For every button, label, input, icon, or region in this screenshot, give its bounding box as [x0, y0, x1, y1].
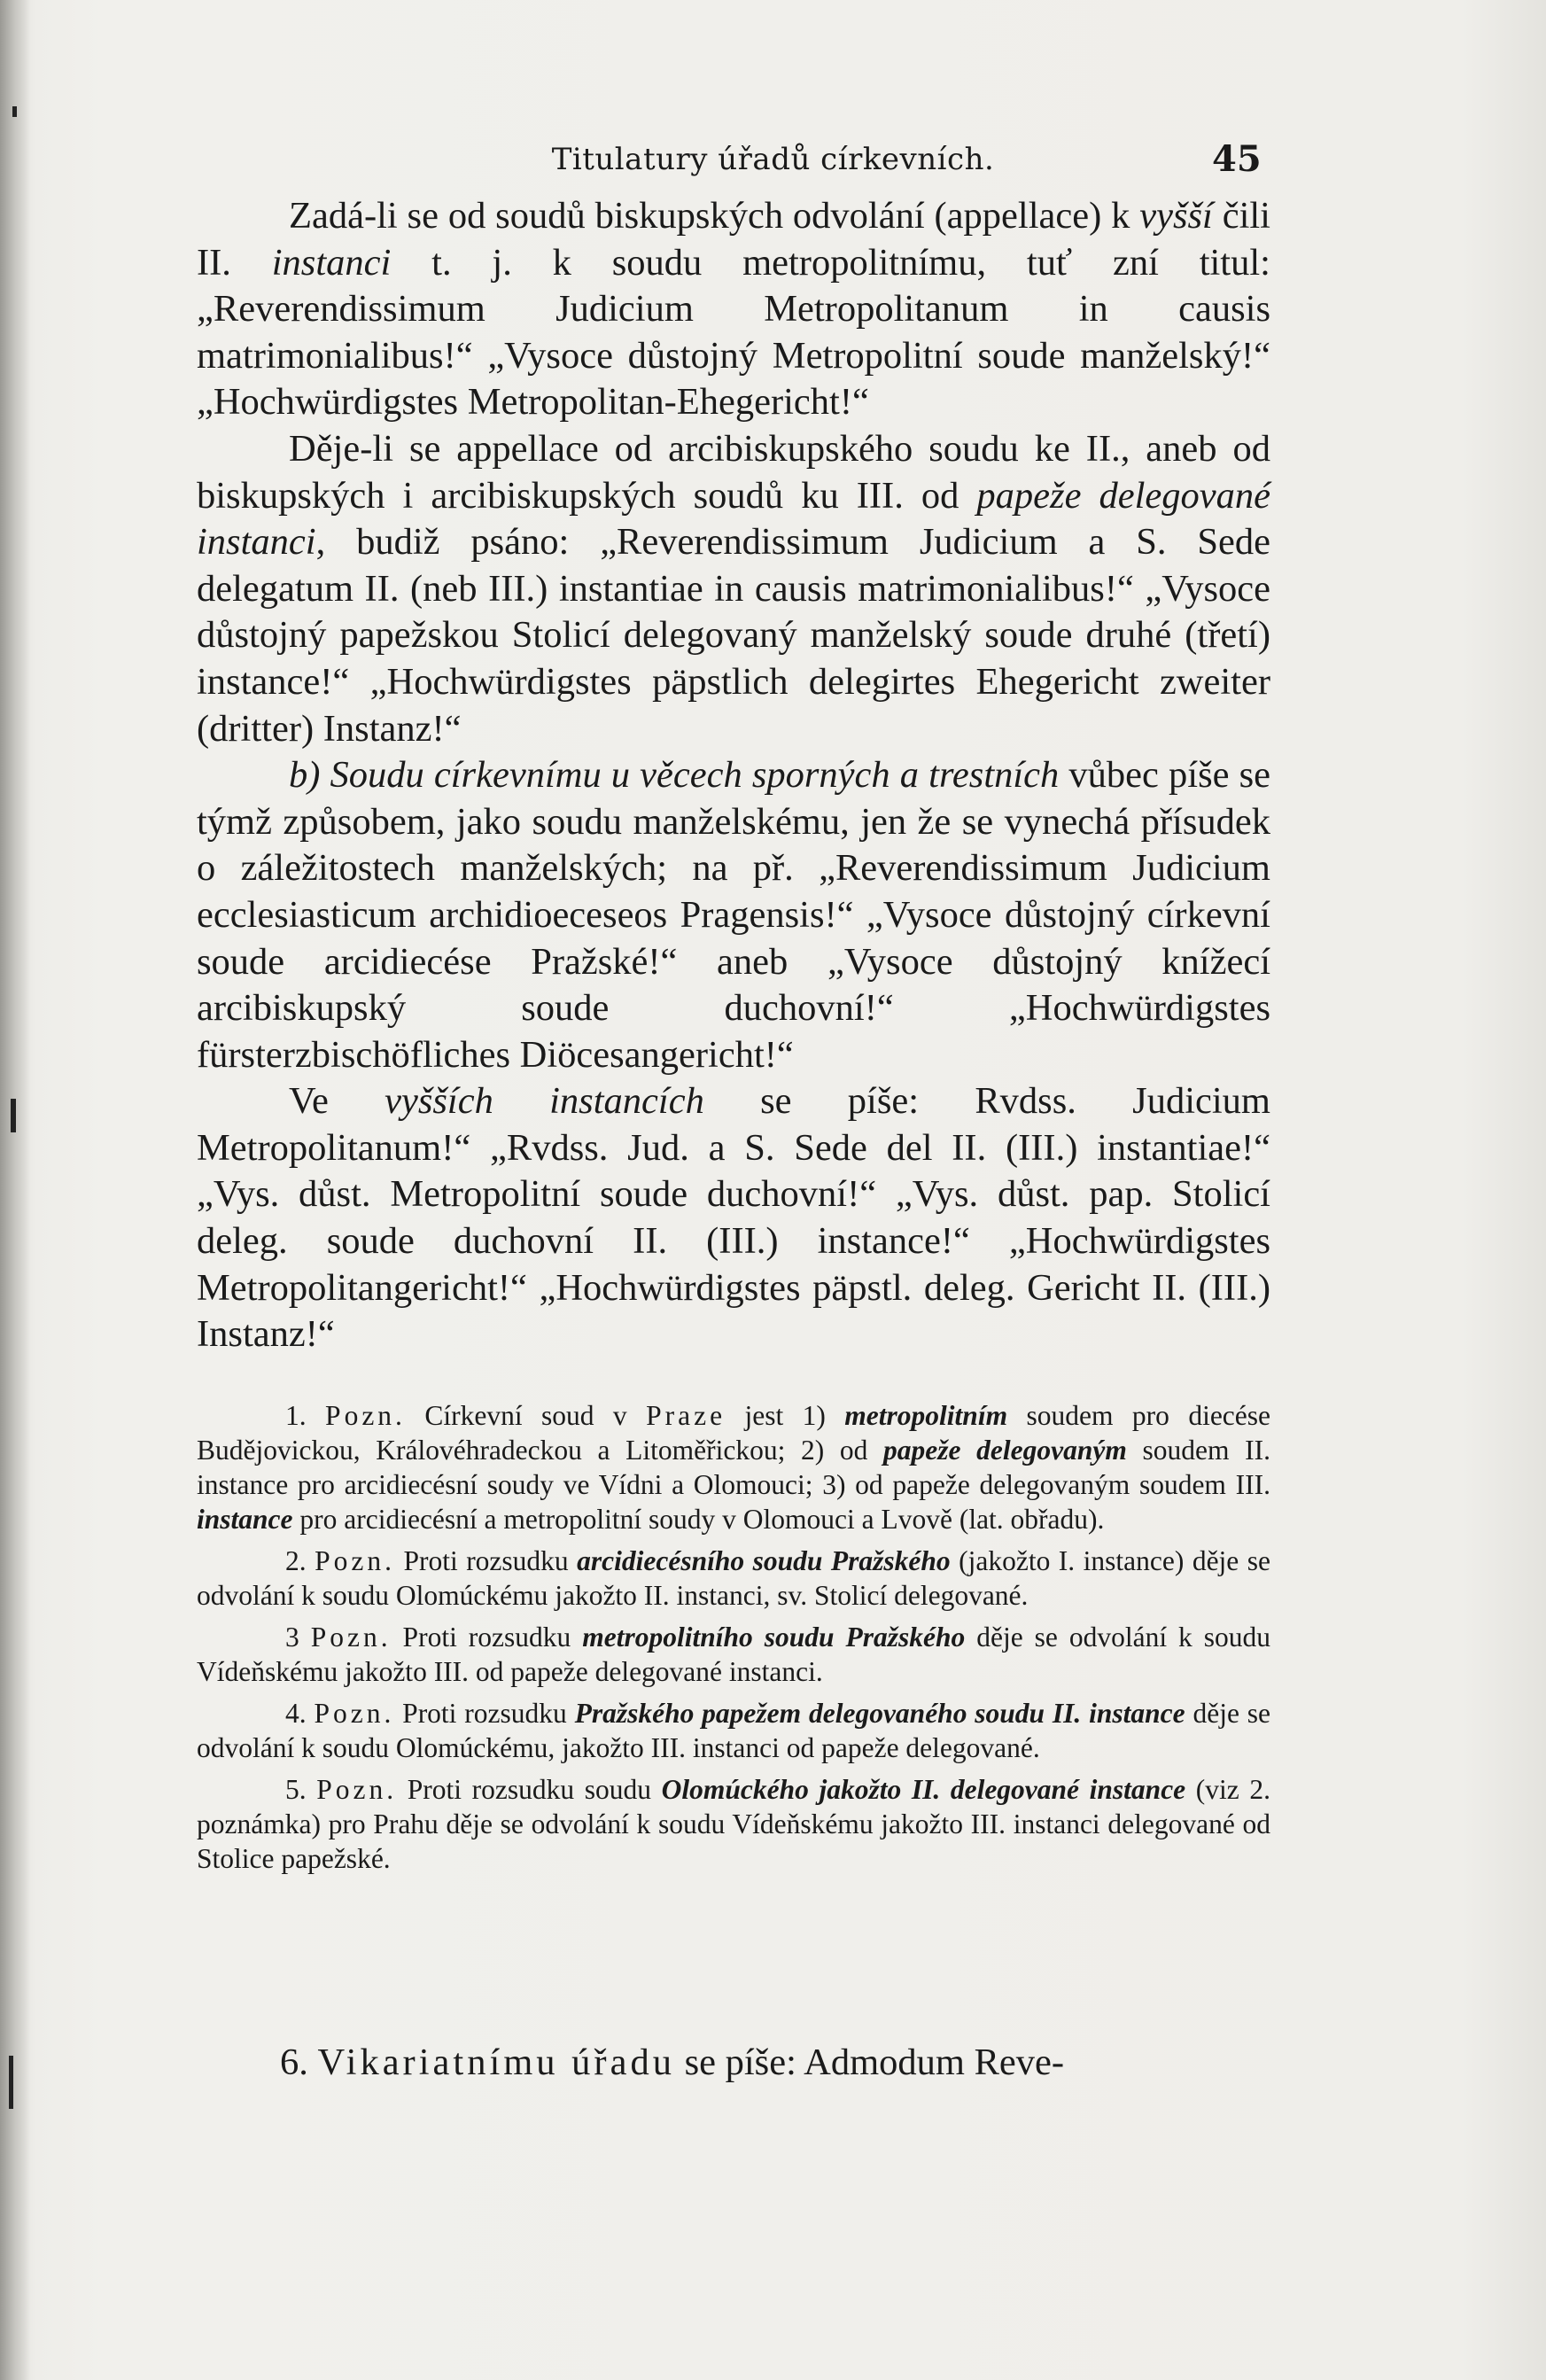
footnote [197, 1696, 1270, 1765]
footnote-number: 2. [285, 1545, 315, 1576]
footnote-number: 3 [285, 1622, 311, 1653]
section-6-heading [197, 2040, 1270, 2086]
text-run: se píše: Admodum Reve- [674, 2042, 1065, 2083]
footnote-italic-run: metropolitním [844, 1400, 1008, 1431]
footnote-label: Pozn. [310, 1622, 392, 1653]
footnote-text-run: Proti rozsudku soudu [397, 1774, 662, 1805]
footnote-italic-run: arcidiecésního soudu Pražského [577, 1545, 951, 1576]
main-text [197, 193, 1270, 1358]
margin-mark [12, 106, 17, 117]
text-run: t. j. k soudu metropolitnímu, tuť zní titul: „Reverendissimum Judicium Metropolitanum in causis matrimonialibus!“ „Vysoce důstojný Metropolitní soude manželský!“ „Hochwürdigstes Metropolitan-Ehegericht!“ [197, 241, 1270, 424]
footnote-text-run: Proti rozsudku [391, 1622, 583, 1653]
italic-run: vyšší [1139, 195, 1213, 237]
paragraph-vyssi-instance [197, 1078, 1270, 1358]
footnote [197, 1772, 1270, 1876]
footnote-text-run: Církevní soud v [405, 1400, 647, 1431]
footnote-italic-run: instance [197, 1504, 293, 1535]
italic-run: vyšších instancích [385, 1080, 704, 1123]
section-title: Vikariatnímu úřadu [317, 2042, 675, 2083]
paragraph-papeze-delegovane [197, 426, 1270, 752]
text-run: čili II. [197, 195, 1270, 284]
text-run: Zadá-li se od soudů biskupských odvolání (appellace) k [289, 195, 1140, 237]
footnote-label: Pozn. [314, 1698, 395, 1729]
footnote-text-run: děje se odvolání k soudu Olomúckému, jakožto III. instanci od papeže delegované. [197, 1698, 1271, 1763]
running-title: Titulatury úřadů církevních. [551, 142, 995, 177]
footnote-text-run: děje se odvolání k soudu Vídeňskému jakožto III. od papeže delegované instanci. [197, 1622, 1270, 1687]
text-run: Ve [289, 1080, 385, 1123]
footnote-italic-run: Olomúckého jakožto II. delegované instance [661, 1774, 1186, 1805]
footnote-text-run: (jakožto I. instance) děje se odvolání k soudu Olomúckému jakožto II. instanci, sv. Stolicí delegované. [197, 1545, 1270, 1611]
margin-mark [11, 1099, 16, 1132]
text-run: se píše: Rvdss. Judicium Metropolitanum!“ „Rvdss. Jud. a S. Sede del II. (III.) instantiae!“ „Vys. důst. Metropolitní soude duchovní!“ „Vys. důst. pap. Stolicí deleg. soude duchovní II. (III.) instance!“ „Hochwürdigstes Metropolitangericht!“ „Hochwürdigstes päpstl. deleg. Gericht II. (III.) Instanz!“ [197, 1080, 1270, 1356]
text-run: vůbec píše se týmž způsobem, jako soudu manželskému, jen že se vynechá přísudek o záležitostech manželských; na př. „Reverendissimum Judicium ecclesiasticum archidioeceseos Pragensis!“ „Vysoce důstojný církevní soude arcidiecése Pražské!“ aneb „Vysoce důstojný knížecí arcibiskupský soude duchovní!“ „Hochwürdigstes fürsterzbischöfliches Diöcesangericht!“ [197, 754, 1271, 1076]
footnote-text-run: (viz 2. poznámka) pro Prahu děje se odvolání k soudu Vídeňskému jakožto III. instanci delegované od Stolice papežské. [197, 1774, 1270, 1874]
running-head [0, 133, 1546, 186]
footnotes [197, 1398, 1270, 1883]
footnote-number: 5. [285, 1774, 317, 1805]
footnote [197, 1544, 1270, 1613]
binding-edge-shadow [0, 0, 30, 2380]
footnote-label: Pozn. [315, 1545, 395, 1576]
footnote-text-run: jest 1) [726, 1400, 845, 1431]
margin-mark [9, 2056, 13, 2109]
paragraph-soudu-cirkevnimu [197, 752, 1270, 1078]
footnote-italic-run: Pražského papežem delegovaného soudu II. instance [574, 1698, 1185, 1729]
footnote-number: 1. [285, 1400, 326, 1431]
text-run: Děje-li se appellace od arcibiskupského soudu ke II., aneb od biskupských i arcibiskupských soudů ku III. od [197, 427, 1270, 517]
text-run: , budiž psáno: „Reverendissimum Judicium a S. Sede delegatum II. (neb III.) instantiae in causis matrimonialibus!“ „Vysoce důstojný papežskou Stolicí delegovaný manželský soude druhé (třetí) instance!“ „Hochwürdigstes päpstlich delegirtes Ehegericht zweiter (dritter) Instanz!“ [197, 521, 1270, 750]
footnote-label: Pozn. [316, 1774, 398, 1805]
section-number: 6. [280, 2042, 308, 2083]
footnote-italic-run: papeže delegovaným [883, 1435, 1127, 1466]
footnote-text-run: Proti rozsudku [394, 1545, 578, 1576]
footnote-text-run: Proti rozsudku [394, 1698, 575, 1729]
italic-run: b) Soudu církevnímu u věcech sporných a trestních [289, 754, 1060, 797]
footnote [197, 1398, 1270, 1536]
footnote-text-run: soudem II. instance pro arcidiecésní soudy ve Vídni a Olomouci; 3) od papeže delegovaným soudem III. [197, 1435, 1270, 1500]
footnote-label: Pozn. [325, 1400, 406, 1431]
footnote-text-run: pro arcidiecésní a metropolitní soudy v Olomouci a Lvově (lat. obřadu). [292, 1504, 1105, 1535]
footnote [197, 1620, 1270, 1689]
paragraph-appellace-metropolitni [197, 193, 1270, 426]
italic-run: instanci [271, 241, 392, 284]
footnote-text-run: Praze [646, 1400, 726, 1431]
footnote-text-run: soudem pro diecése Budějovickou, Královéhradeckou a Litoměřickou; 2) od [197, 1400, 1271, 1466]
italic-run: papeže delegované instanci [197, 474, 1270, 564]
page-number: 45 [1212, 138, 1262, 180]
footnote-italic-run: metropolitního soudu Pražského [582, 1622, 966, 1653]
footnote-number: 4. [285, 1698, 315, 1729]
